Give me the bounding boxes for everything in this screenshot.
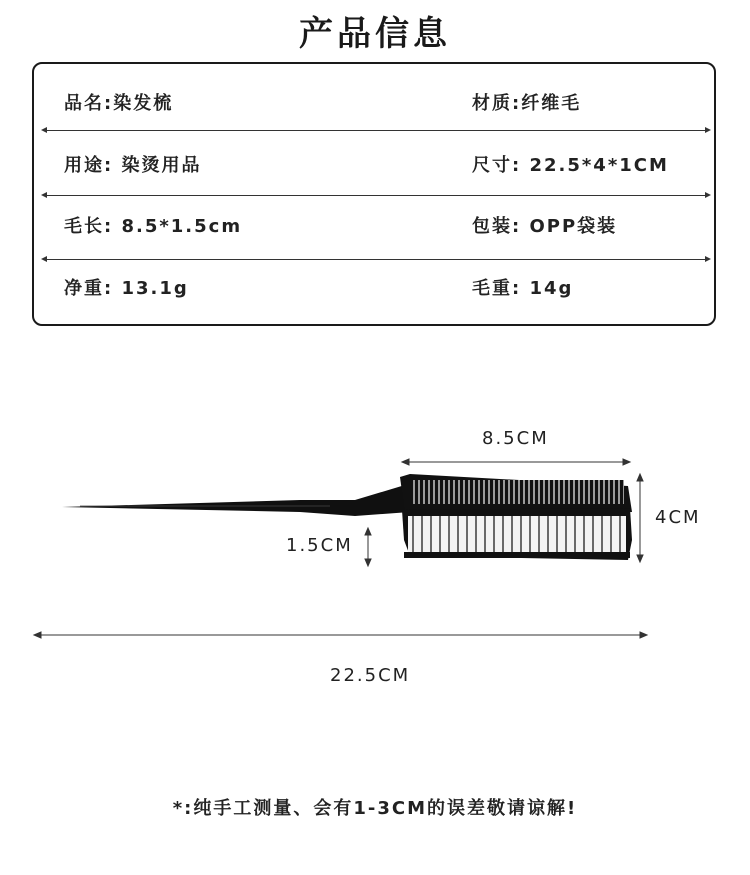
info-size: 尺寸: 22.5*4*1CM xyxy=(472,155,669,176)
info-product-name: 品名:染发梳 xyxy=(64,93,174,114)
info-net-weight: 净重: 13.1g xyxy=(64,278,189,299)
info-gross-weight: 毛重: 14g xyxy=(472,278,574,299)
dimension-total-length-label: 22.5CM xyxy=(330,665,411,686)
info-material: 材质:纤维毛 xyxy=(472,93,582,114)
info-bristle-length: 毛长: 8.5*1.5cm xyxy=(64,216,243,237)
info-usage: 用途: 染烫用品 xyxy=(64,155,202,176)
info-packaging: 包装: OPP袋装 xyxy=(472,216,618,237)
dimension-bristle-label: 1.5CM xyxy=(286,535,353,556)
dimension-bristle-arrow xyxy=(365,528,371,566)
dimension-height-label: 4CM xyxy=(655,507,701,528)
dimension-total-arrow xyxy=(34,632,647,638)
dimension-top-arrow xyxy=(402,459,630,465)
dimension-height-arrow xyxy=(637,474,643,562)
measurement-disclaimer: *:纯手工测量、会有1-3CM的误差敬请谅解! xyxy=(172,798,578,819)
page-title: 产品信息 xyxy=(299,14,451,54)
dimension-comb-length-label: 8.5CM xyxy=(482,428,549,449)
